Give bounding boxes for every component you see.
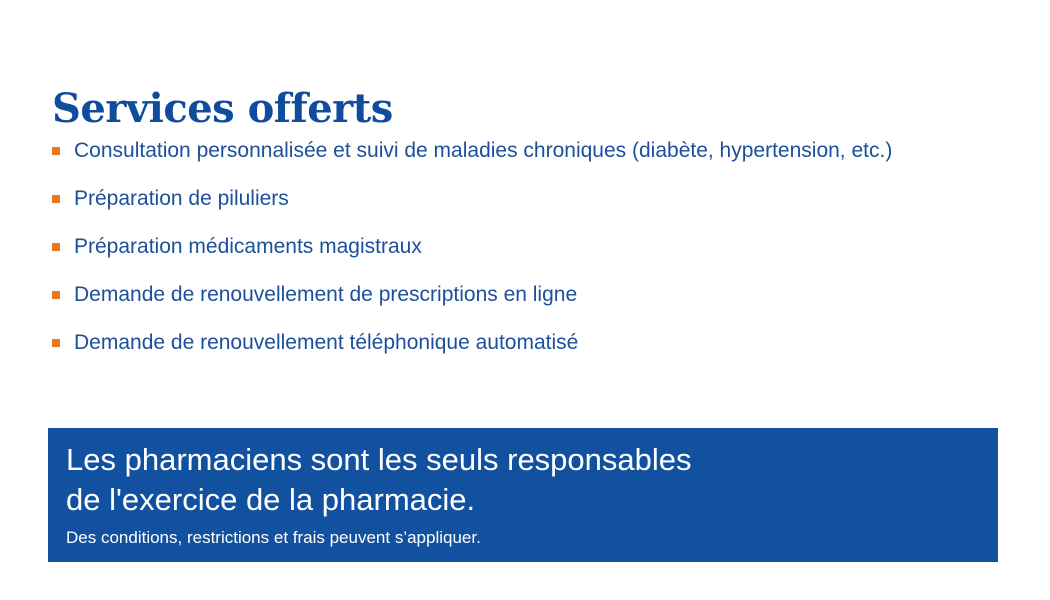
list-item-label: Demande de renouvellement téléphonique automatisé [74,331,579,354]
square-bullet-icon [52,147,60,155]
square-bullet-icon [52,339,60,347]
list-item-label: Préparation de piluliers [74,187,289,210]
page-title: Services offerts [52,84,393,132]
list-item [52,280,1012,312]
callout-line-1: Les pharmaciens sont les seuls responsables [66,442,692,477]
disclaimer-callout [48,428,998,562]
square-bullet-icon [52,195,60,203]
list-item [52,184,1012,216]
list-item-label: Demande de renouvellement de prescriptions en ligne [74,283,578,306]
list-item-label: Préparation médicaments magistraux [74,235,422,258]
callout-line-2: de l'exercice de la pharmacie. [66,482,476,517]
square-bullet-icon [52,291,60,299]
square-bullet-icon [52,243,60,251]
callout-note: Des conditions, restrictions et frais peuvent s’appliquer. [66,528,481,547]
list-item [52,136,1012,168]
list-item [52,232,1012,264]
list-item-label: Consultation personnalisée et suivi de maladies chroniques (diabète, hypertension, etc.) [74,139,893,162]
list-item [52,328,1012,360]
services-bullet-list [52,136,1012,376]
